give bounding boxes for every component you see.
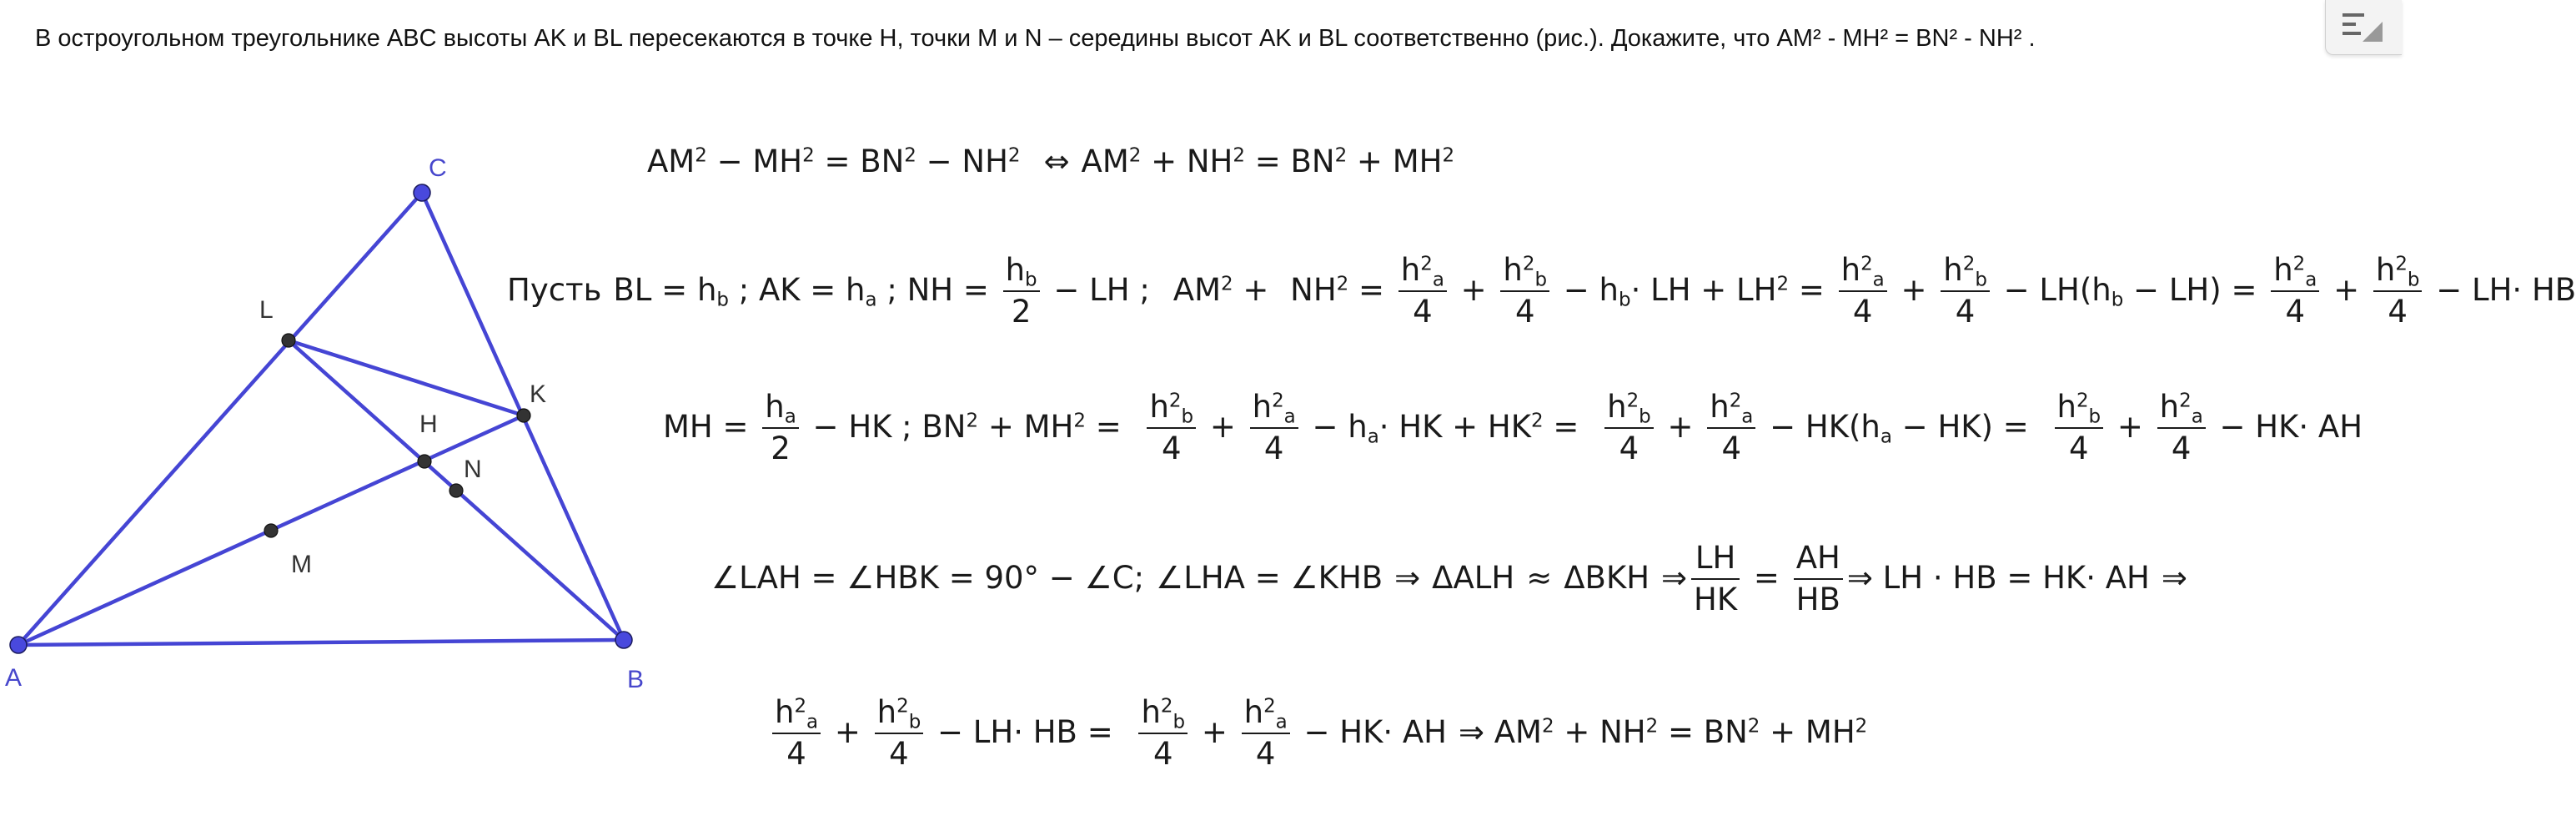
- style-bar-icon: [2341, 5, 2389, 48]
- triangle-diagram: [0, 0, 667, 751]
- point-N[interactable]: [449, 484, 463, 497]
- formula-line-4: ∠LAH = ∠HBK = 90° − ∠C; ∠LHA = ∠KHB ⇒ ΔALH ≈ ΔBKH ⇒ $\frac{LH}{HK}$ = $\frac{AH}{HB}$ ⇒ LH · HB = HK· AH ⇒: [711, 540, 2187, 618]
- problem-statement: В остроугольном треугольнике ABC высоты AK и BL пересекаются в точке H, точки M и N – середины высот AK и BL соответственно (рис.). Докажите, что AM² - MH² = BN² - NH² .: [35, 25, 2036, 52]
- point-H[interactable]: [418, 455, 431, 468]
- point-M[interactable]: [264, 524, 278, 537]
- formula-line-3: MH = $\frac{h_a}{2}$ − HK ; $BN^2 + MH^2$ = $\frac{h^2_b}{4}$ + $\frac{h^2_a}{4}$ − $h_a\cdot$ HK + $HK^2$ = $\frac{h^2_b}{4}$ + $\frac{h^2_a}{4}$ − $HK(h_a - HK)$ = $\frac{h^2_b}{4}$ + $\frac{h^2_a}{4}$ − HK· AH: [663, 389, 2363, 467]
- label-C: C: [429, 154, 447, 182]
- side-AB: [18, 640, 624, 645]
- label-B: B: [627, 666, 645, 693]
- point-K[interactable]: [517, 409, 530, 422]
- label-M: M: [291, 551, 312, 578]
- label-H: H: [419, 410, 438, 438]
- label-L: L: [259, 296, 274, 324]
- point-L[interactable]: [282, 334, 295, 347]
- label-K: K: [530, 380, 547, 408]
- segment-LK: [289, 340, 524, 416]
- point-A[interactable]: [10, 637, 27, 653]
- label-A: A: [5, 664, 23, 692]
- point-B[interactable]: [615, 632, 632, 648]
- formula-line-2: Пусть BL = $h_b$ ; AK = $h_a$ ; NH = $\frac{h_b}{2}$ − LH ; $AM^2 + NH^2$ = $\frac{h^2_a}{4}$ + $\frac{h^2_b}{4}$ − $h_b\cdot$ LH + $LH^2$ = $\frac{h^2_a}{4}$ + $\frac{h^2_b}{4}$ − $LH(h_b - LH)$ = $\frac{h^2_a}{4}$ + $\frac{h^2_b}{4}$ − LH· HB: [507, 252, 2576, 330]
- point-C[interactable]: [414, 184, 430, 201]
- formula-line-5: $\frac{h^2_a}{4}$ + $\frac{h^2_b}{4}$ − LH· HB = $\frac{h^2_b}{4}$ + $\frac{h^2_a}{4}$ − HK· AH ⇒ $AM^2 + NH^2 = BN^2 + MH^2$: [768, 694, 1867, 773]
- formula-line-1: $AM^2 - MH^2 = BN^2 - NH^2$ ⇔ $AM^2 + NH^2 = BN^2 + MH^2$: [647, 144, 1455, 179]
- side-AC: [18, 193, 422, 645]
- style-bar-toggle-button[interactable]: [2325, 0, 2402, 55]
- label-N: N: [464, 456, 482, 483]
